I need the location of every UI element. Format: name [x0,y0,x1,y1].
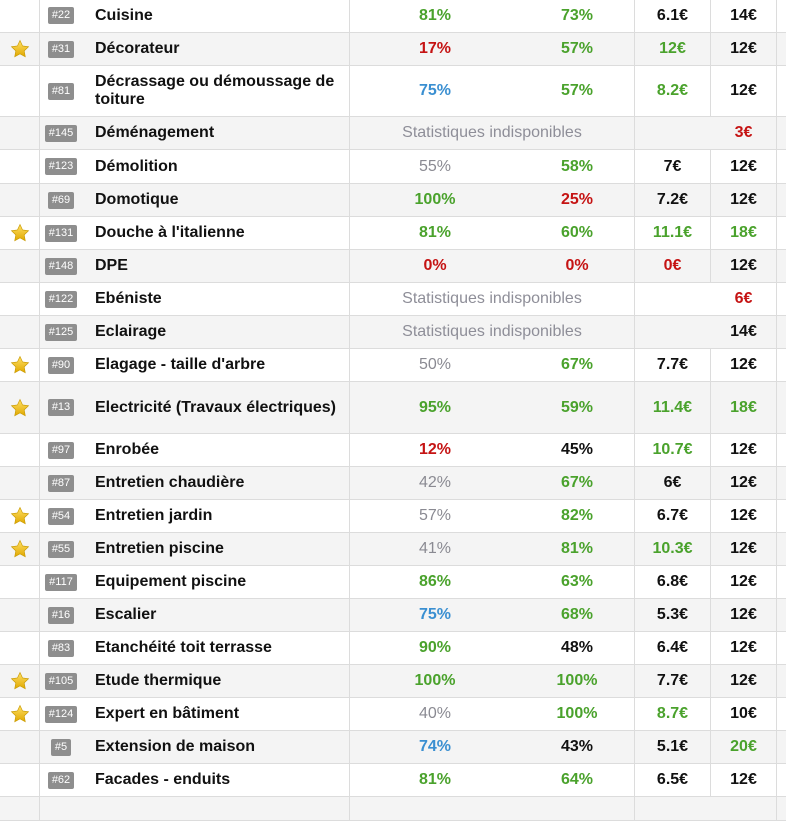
category-id-badge: #81 [48,83,74,100]
average-price: 5.3€ [635,599,711,631]
category-id-cell [40,698,82,730]
category-id-cell [40,250,82,282]
category-id-cell [40,467,82,499]
average-price: 11.1€ [635,217,711,249]
favorite-cell[interactable] [0,150,40,183]
stat-percent-2: 67% [520,467,635,499]
stat-percent-2: 67% [520,349,635,381]
stat-percent-1: 50% [418,356,452,373]
table-row[interactable] [0,632,786,665]
stat-percent-1: 40% [418,705,452,722]
average-price: 0€ [635,250,711,282]
category-name[interactable]: Décrassage ou démoussage de toiture [82,66,350,116]
stat-percent-1: 75% [418,606,452,623]
stats-unavailable: Statistiques indisponibles [350,316,635,348]
star-icon[interactable] [10,539,30,559]
stats-unavailable: Statistiques indisponibles [350,117,635,149]
category-name[interactable]: Déménagement [82,117,350,149]
stat-percent-1: 81% [418,224,452,241]
category-id-badge: #55 [48,541,74,558]
table-row[interactable] [0,117,786,150]
category-name[interactable]: Ebéniste [82,283,350,315]
category-name[interactable]: Etanchéité toit terrasse [82,632,350,664]
category-id-cell [40,731,82,763]
table-row[interactable] [0,150,786,184]
category-id-badge: #62 [48,772,74,789]
stat-percent-1: 55% [418,157,452,175]
stat-percent-1: 86% [418,573,452,590]
lead-price: 12€ [711,33,777,65]
category-id-badge: #22 [48,7,74,24]
stat-percent-2: 57% [520,66,635,116]
table-row[interactable] [0,665,786,698]
category-id-badge: #13 [48,399,74,416]
average-price: 6.1€ [635,0,711,32]
category-id-cell [40,150,82,183]
stat-percent-2: 68% [520,599,635,631]
category-name[interactable]: Entretien piscine [82,533,350,565]
table-row[interactable] [0,0,786,33]
star-icon[interactable] [10,506,30,526]
category-name[interactable]: Extension de maison [82,731,350,763]
table-row[interactable] [0,698,786,731]
star-icon[interactable] [10,398,30,418]
category-id-badge: #117 [45,574,77,591]
table-row[interactable] [0,382,786,434]
lead-price: 12€ [711,500,777,532]
table-row[interactable] [0,33,786,66]
stat-percent-1: 100% [414,672,456,689]
table-row[interactable] [0,467,786,500]
stat-percent-1: 42% [418,474,452,491]
average-price: 11.4€ [635,382,711,433]
stat-percent-2: 48% [520,632,635,664]
lead-price: 14€ [711,0,777,32]
stat-percent-1: 75% [418,82,452,99]
average-price: 8.7€ [635,698,711,730]
category-id-cell [40,500,82,532]
favorite-cell[interactable] [0,731,40,763]
table-row[interactable] [0,217,786,250]
favorite-cell[interactable] [0,283,40,315]
category-id-cell [40,184,82,216]
average-price: 8.2€ [635,66,711,116]
category-id-cell [40,349,82,381]
stat-percent-1: 100% [414,191,456,208]
lead-price: 18€ [711,382,777,433]
table-row[interactable] [0,434,786,467]
category-id-cell [40,533,82,565]
category-id-badge: #125 [45,324,77,341]
stat-percent-1: 0% [423,257,447,274]
favorite-cell[interactable] [0,533,40,565]
stat-percent-2: 82% [520,500,635,532]
stat-percent-1: 81% [418,771,452,788]
category-id-cell [40,66,82,116]
category-name[interactable]: Expert en bâtiment [82,698,350,730]
lead-price: 12€ [711,566,777,598]
favorite-cell[interactable] [0,434,40,466]
stat-percent-1: 81% [418,6,452,24]
favorite-cell[interactable] [0,599,40,631]
lead-price: 12€ [711,184,777,216]
lead-price: 12€ [711,533,777,565]
lead-price: 3€ [711,117,777,149]
stat-percent-1: 41% [418,540,452,557]
category-name[interactable]: Entretien chaudière [82,467,350,499]
lead-price: 12€ [711,66,777,116]
star-icon[interactable] [10,355,30,375]
star-icon[interactable] [10,223,30,243]
favorite-cell[interactable] [0,33,40,65]
average-price: 7.2€ [635,184,711,216]
category-name[interactable] [82,797,350,820]
category-id-cell [40,217,82,249]
stats-unavailable: Statistiques indisponibles [350,283,635,315]
category-id-badge: #123 [45,158,77,175]
lead-price: 12€ [711,250,777,282]
stats-unavailable [350,797,635,820]
lead-price: 12€ [711,599,777,631]
category-name[interactable]: Escalier [82,599,350,631]
category-id-badge: #31 [48,41,74,58]
lead-price: 12€ [711,150,777,183]
favorite-cell[interactable] [0,566,40,598]
favorite-cell[interactable] [0,184,40,216]
favorite-cell[interactable] [0,250,40,282]
average-price: 6.7€ [635,500,711,532]
category-id-cell [40,599,82,631]
category-id-badge: #87 [48,475,74,492]
stat-percent-1: 12% [418,441,452,458]
category-id-cell [40,283,82,315]
category-name[interactable]: Démolition [82,150,350,183]
lead-price [711,797,777,820]
lead-price: 18€ [711,217,777,249]
category-name[interactable]: Décorateur [82,33,350,65]
stat-percent-2: 45% [520,434,635,466]
stat-percent-2: 81% [520,533,635,565]
lead-price: 6€ [711,283,777,315]
average-price: 7€ [635,150,711,183]
category-id-cell [40,316,82,348]
category-id-cell [40,0,82,32]
average-price: 6.4€ [635,632,711,664]
category-name[interactable]: Eclairage [82,316,350,348]
lead-price: 12€ [711,632,777,664]
favorite-cell[interactable] [0,349,40,381]
favorite-cell[interactable] [0,467,40,499]
average-price: 10.3€ [635,533,711,565]
stat-percent-1: 74% [418,738,452,755]
table-row[interactable] [0,184,786,217]
category-id-badge: #90 [48,357,74,374]
stat-percent-2: 60% [520,217,635,249]
star-icon[interactable] [10,671,30,691]
stat-percent-1: 90% [418,639,452,656]
table-row[interactable] [0,500,786,533]
average-price: 5.1€ [635,731,711,763]
category-name[interactable]: Entretien jardin [82,500,350,532]
favorite-cell[interactable] [0,500,40,532]
favorite-cell[interactable] [0,316,40,348]
category-id-badge: #105 [45,673,77,690]
lead-price: 12€ [711,467,777,499]
category-id-badge: #131 [45,225,77,242]
average-price: 6.8€ [635,566,711,598]
table-row[interactable] [0,66,786,117]
star-icon[interactable] [10,704,30,724]
category-name[interactable]: Elagage - taille d'arbre [82,349,350,381]
category-id-badge: #145 [45,125,77,142]
favorite-cell[interactable] [0,665,40,697]
category-id-badge: #16 [48,607,74,624]
favorite-cell[interactable] [0,117,40,149]
category-id-cell [40,33,82,65]
stat-percent-2: 100% [520,665,635,697]
category-name[interactable]: Electricité (Travaux électriques) [82,382,350,433]
favorite-cell[interactable] [0,797,40,820]
lead-price: 12€ [711,349,777,381]
lead-price: 12€ [711,665,777,697]
table-row[interactable] [0,797,786,821]
lead-price: 12€ [711,434,777,466]
lead-price: 12€ [711,764,777,796]
category-id-cell [40,665,82,697]
stat-percent-2: 0% [520,250,635,282]
stat-percent-2: 43% [520,731,635,763]
stat-percent-2: 73% [520,0,635,32]
table-row[interactable] [0,599,786,632]
lead-price: 14€ [711,316,777,348]
table-row[interactable] [0,316,786,349]
stat-percent-1: 57% [418,507,452,524]
average-price: 7.7€ [635,349,711,381]
table-row[interactable] [0,533,786,566]
stat-percent-2: 25% [520,184,635,216]
lead-price: 10€ [711,698,777,730]
stat-percent-1: 17% [418,40,452,57]
favorite-cell[interactable] [0,66,40,116]
stat-percent-2: 64% [520,764,635,796]
category-id-cell [40,632,82,664]
category-id-cell [40,434,82,466]
category-id-badge: #83 [48,640,74,657]
category-id-cell [40,382,82,433]
lead-price: 20€ [711,731,777,763]
category-name[interactable]: Facades - enduits [82,764,350,796]
category-name[interactable]: DPE [82,250,350,282]
category-name[interactable]: Douche à l'italienne [82,217,350,249]
category-id-cell [40,117,82,149]
stat-percent-2: 59% [520,382,635,433]
category-id-cell [40,797,82,820]
stat-percent-2: 57% [520,33,635,65]
category-id-badge: #148 [45,258,77,275]
average-price: 6€ [635,467,711,499]
star-icon[interactable] [10,39,30,59]
category-id-badge: #5 [51,739,71,756]
category-id-badge: #54 [48,508,74,525]
stat-percent-1: 95% [418,398,452,416]
favorite-cell[interactable] [0,632,40,664]
average-price: 6.5€ [635,764,711,796]
stat-percent-2: 100% [520,698,635,730]
category-name[interactable]: Domotique [82,184,350,216]
table-row[interactable] [0,566,786,599]
table-row[interactable] [0,764,786,797]
average-price: 10.7€ [635,434,711,466]
category-id-badge: #97 [48,442,74,459]
category-name[interactable]: Equipement piscine [82,566,350,598]
average-price: 7.7€ [635,665,711,697]
category-name[interactable]: Cuisine [82,0,350,32]
category-name[interactable]: Enrobée [82,434,350,466]
favorite-cell[interactable] [0,0,40,32]
table-row[interactable] [0,731,786,764]
favorite-cell[interactable] [0,217,40,249]
stat-percent-2: 63% [520,566,635,598]
favorite-cell[interactable] [0,698,40,730]
stat-percent-2: 58% [520,150,635,183]
table-row[interactable] [0,349,786,382]
average-price: 12€ [635,33,711,65]
category-name[interactable]: Etude thermique [82,665,350,697]
table-row[interactable] [0,250,786,283]
category-id-badge: #122 [45,291,77,308]
category-id-cell [40,566,82,598]
category-id-badge: #124 [45,706,77,723]
category-id-badge: #69 [48,192,74,209]
favorite-cell[interactable] [0,764,40,796]
category-id-cell [40,764,82,796]
table-row[interactable] [0,283,786,316]
favorite-cell[interactable] [0,382,40,433]
